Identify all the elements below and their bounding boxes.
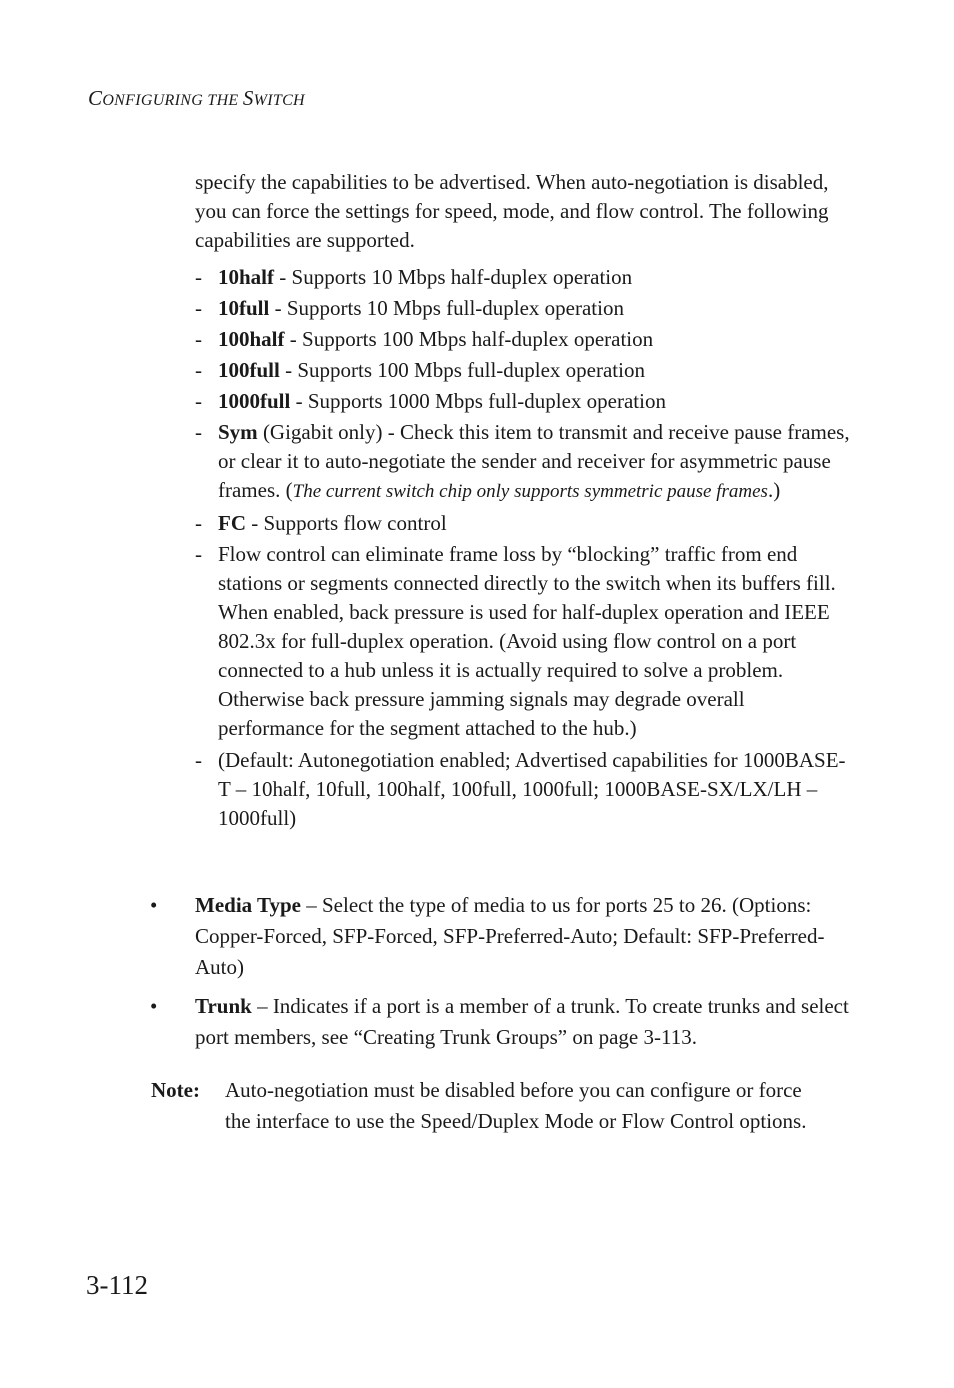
note-block <box>151 1075 861 1137</box>
capabilities-section <box>195 168 855 835</box>
note-text: Auto-negotiation must be disabled before you can configure or force the interface to use the Speed/Duplex Mode or Flow Control options. <box>225 1078 807 1133</box>
list-item: - 1000full - Supports 1000 Mbps full-duplex operation <box>195 387 855 416</box>
bullet-trunk: • Trunk – Indicates if a port is a member of a trunk. To create trunks and select port members, see “Creating Trunk Groups” on page 3-113. <box>150 991 860 1053</box>
list-item: - 10full - Supports 10 Mbps full-duplex operation <box>195 294 855 323</box>
list-item: - 100full - Supports 100 Mbps full-duplex operation <box>195 356 855 385</box>
list-item-sym: - Sym (Gigabit only) - Check this item to transmit and receive pause frames, or clear it to auto-negotiate the sender and receiver for asymmetric pause frames. (The current switch chip only supports symmetric pause frames.) <box>195 418 855 506</box>
list-item-default: - (Default: Autonegotiation enabled; Advertised capabilities for 1000BASE-T – 10half, 10full, 100half, 100full, 1000full; 1000BASE-SX/LX/LH – 1000full) <box>195 746 855 833</box>
intro-paragraph: specify the capabilities to be advertised. When auto-negotiation is disabled, you can force the settings for speed, mode, and flow control. The following capabilities are supported. <box>195 170 829 252</box>
page-number: 3-112 <box>86 1270 148 1300</box>
capability-list <box>195 263 855 833</box>
list-item-fc: - FC - Supports flow control <box>195 509 855 538</box>
bullet-icon: • <box>150 893 158 917</box>
field-bullets <box>150 890 860 1061</box>
list-item-flow-control: - Flow control can eliminate frame loss by “blocking” traffic from end stations or segments connected directly to the switch when its buffers fill. When enabled, back pressure is used for half-duplex operation and IEEE 802.3x for full-duplex operation. (Avoid using flow control on a port connected to a hub unless it is actually required to solve a problem. Otherwise back pressure jamming signals may degrade overall performance for the segment attached to the hub.) <box>195 540 855 743</box>
bullet-icon: • <box>150 994 158 1018</box>
note-label: Note: <box>151 1078 200 1102</box>
bullet-media-type: • Media Type – Select the type of media to us for ports 25 to 26. (Options: Copper-Forced, SFP-Forced, SFP-Preferred-Auto; Default: SFP-Preferred-Auto) <box>150 890 860 983</box>
list-item: - 100half - Supports 100 Mbps half-duplex operation <box>195 325 855 354</box>
running-header: CONFIGURING THE SWITCH <box>88 86 305 110</box>
list-item: - 10half - Supports 10 Mbps half-duplex operation <box>195 263 855 292</box>
